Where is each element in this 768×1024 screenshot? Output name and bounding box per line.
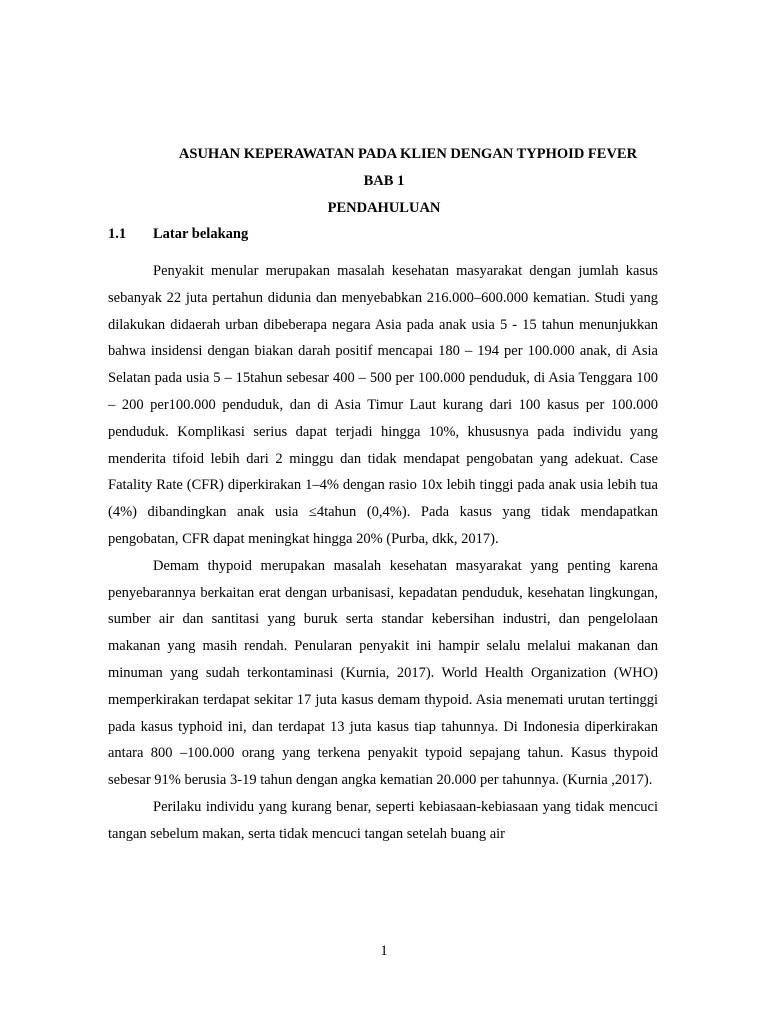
page-number: 1 — [380, 943, 388, 959]
paragraph: Demam thypoid merupakan masalah kesehatan masyarakat yang penting karena penyebarannya berkaitan erat dengan urbanisasi, kepadatan penduduk, kesehatan lingkungan, sumber air dan santitasi yang buruk serta standar kebersihan industri, dan pengelolaan makanan yang masih rendah. Penularan penyakit ini hampir selalu melalui makanan dan minuman yang sudah terkontaminasi (Kurnia, 2017). World Health Organization (WHO) memperkirakan terdapat sekitar 17 juta kasus demam thypoid. Asia menemati urutan tertinggi pada kasus typhoid ini, dan terdapat 13 juta kasus tiap tahunnya. Di Indonesia diperkirakan antara 800 –100.000 orang yang terkena penyakit typoid sepajang tahun. Kasus thypoid sebesar 91% berusia 3-19 tahun dengan angka kematian 20.000 per tahunnya. (Kurnia ,2017). — [108, 557, 658, 789]
section-number: 1.1 — [108, 226, 127, 242]
paragraph: Penyakit menular merupakan masalah kesehatan masyarakat dengan jumlah kasus sebanyak 22 juta pertahun didunia dan menyebabkan 216.000–600.000 kematian. Studi yang dilakukan didaerah urban dibeberapa negara Asia pada anak usia 5 - 15 tahun menunjukkan bahwa insidensi dengan biakan darah positif mencapai 180 – 194 per 100.000 anak, di Asia Selatan pada usia 5 – 15tahun sebesar 400 – 500 per 100.000 penduduk, di Asia Tenggara 100 – 200 per100.000 penduduk, dan di Asia Timur Laut kurang dari 100 kasus per 100.000 penduduk. Komplikasi serius dapat terjadi hingga 10%, khususnya pada individu yang menderita tifoid lebih dari 2 minggu dan tidak mendapat pengobatan yang adekuat. Case Fatality Rate (CFR) diperkirakan 1–4% dengan rasio 10x lebih tinggi pada anak usia lebih tua (4%) dibandingkan anak usia ≤4tahun (0,4%). Pada kasus yang tidak mendapatkan pengobatan, CFR dapat meningkat hingga 20% (Purba, dkk, 2017). — [108, 263, 658, 547]
document-title: ASUHAN KEPERAWATAN PADA KLIEN DENGAN TYPHOID FEVER — [178, 146, 638, 162]
section-title: Latar belakang — [153, 226, 249, 242]
chapter-title: PENDAHULUAN — [327, 200, 441, 216]
section-heading — [108, 224, 248, 244]
body-text — [108, 258, 658, 848]
paragraph: Perilaku individu yang kurang benar, seperti kebiasaan-kebiasaan yang tidak mencuci tangan sebelum makan, serta tidak mencuci tangan setelah buang air — [108, 798, 658, 842]
chapter-label: BAB 1 — [363, 173, 405, 189]
